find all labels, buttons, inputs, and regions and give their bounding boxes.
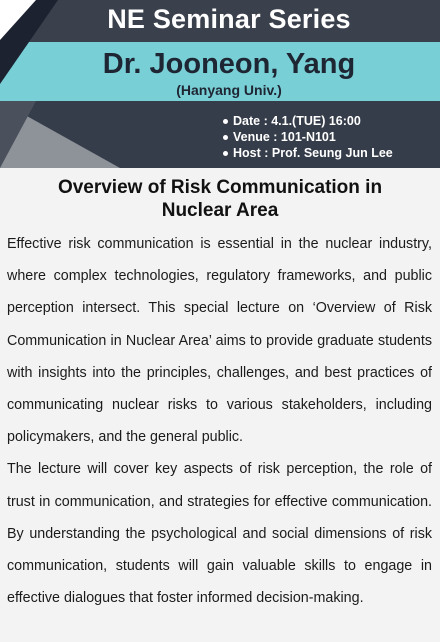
event-date-text: Date : 4.1.(TUE) 16:00 [233, 114, 361, 128]
abstract-paragraph-2: The lecture will cover key aspects of risk perception, the role of trust in communication, and strategies for effective communication. By understanding the psychological and social dimensions of risk communication, students will gain valuable skills to engage in effective dialogues that foster informed decision-making. [7, 461, 432, 607]
bullet-icon [223, 135, 228, 140]
event-venue [223, 129, 393, 145]
speaker-affiliation: (Hanyang Univ.) [176, 82, 282, 98]
speaker-name: Dr. Jooneon, Yang [102, 48, 356, 80]
event-details [223, 113, 393, 161]
event-venue-text: Venue : 101-N101 [233, 130, 336, 144]
lecture-title: Overview of Risk Communication in Nuclear Area [57, 177, 383, 221]
abstract-paragraph-1: Effective risk communication is essential in the nuclear industry, where complex technologies, regulatory frameworks, and public perception intersect. This special lecture on ‘Overview of Risk Communication in Nuclear Area’ aims to provide graduate students with insights into the principles, challenges, and best practices of communicating nuclear risks to various stakeholders, including policymakers, and the general public. [7, 236, 432, 446]
event-date [223, 113, 393, 129]
decorative-dark-wedge [0, 101, 36, 168]
seminar-header [0, 0, 440, 168]
event-host [223, 145, 393, 161]
bullet-icon [223, 151, 228, 156]
bullet-icon [223, 119, 228, 124]
event-host-text: Host : Prof. Seung Jun Lee [233, 146, 393, 160]
series-title: NE Seminar Series [107, 4, 351, 34]
lecture-abstract [7, 228, 432, 614]
